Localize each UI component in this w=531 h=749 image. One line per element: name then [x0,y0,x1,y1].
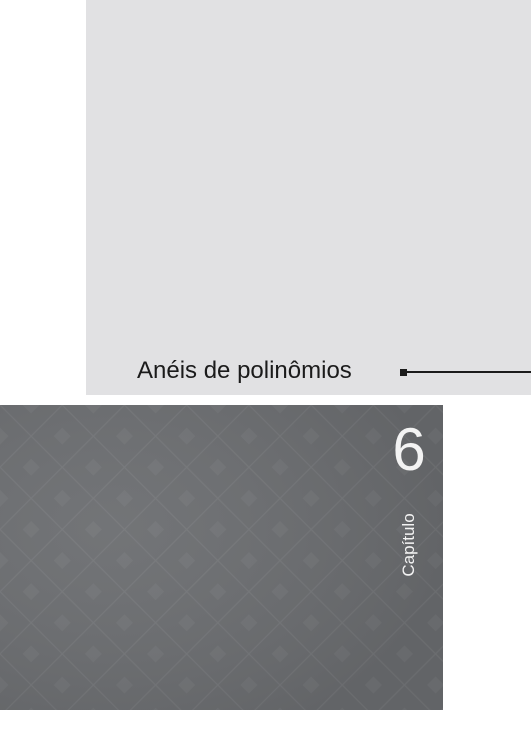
title-background-panel [86,0,531,395]
title-rule-line [407,371,531,373]
chapter-number: 6 [392,416,426,483]
chapter-title: Anéis de polinômios [137,357,352,384]
diamond-pattern-background [0,405,443,710]
chapter-label: Capítulo [399,513,418,577]
chapter-number-panel [0,405,443,710]
title-bullet-square [400,369,407,376]
